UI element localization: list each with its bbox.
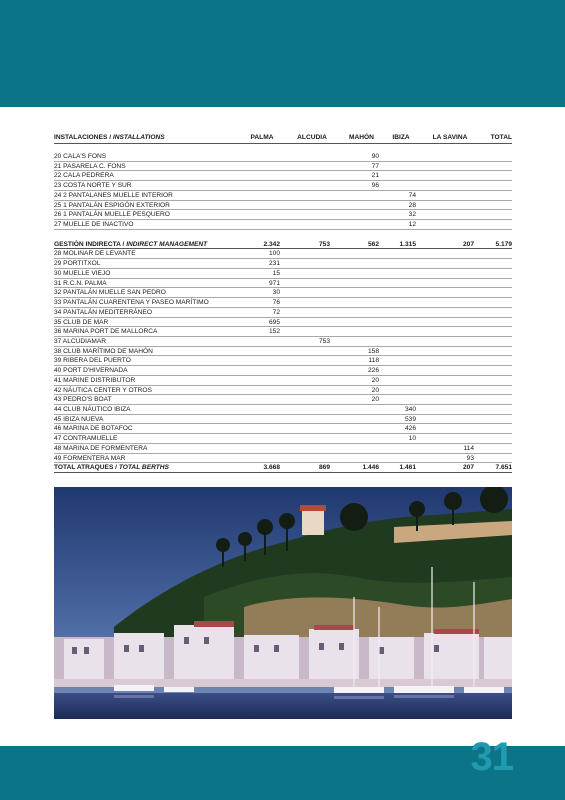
row-label: 41 MARINE DISTRIBUTOR — [54, 376, 136, 384]
cell-mahon: 21 — [371, 172, 379, 180]
cell-la-savina: 207 — [462, 464, 474, 472]
col-header-palma: PALMA — [250, 134, 274, 141]
table-row — [54, 424, 512, 434]
row-label: 29 PORTITXOL — [54, 260, 101, 268]
cell-mahon: 20 — [371, 396, 379, 404]
cell-mahon: 90 — [371, 153, 379, 160]
row-label: 48 MARINA DE FORMENTERA — [54, 444, 148, 452]
row-label: 27 MUELLE DE INACTIVO — [54, 221, 134, 229]
cell-mahon: 96 — [371, 182, 379, 190]
row-label: 46 MARINA DE BOTAFOC — [54, 425, 133, 433]
cell-ibiza: 74 — [408, 191, 416, 199]
total-row — [54, 463, 512, 473]
table-row — [54, 191, 512, 201]
cell-palma: 30 — [272, 289, 280, 297]
row-label: 49 FORMENTERA MAR — [54, 454, 126, 462]
table-row — [54, 162, 512, 172]
cell-ibiza: 10 — [408, 435, 416, 443]
table-row — [54, 405, 512, 415]
col-header-total: TOTAL — [490, 134, 512, 141]
cell-ibiza: 32 — [408, 211, 416, 219]
cell-palma: 971 — [268, 279, 280, 287]
table-row — [54, 288, 512, 298]
page-number: 31 — [470, 735, 513, 779]
cell-ibiza: 1.461 — [399, 464, 416, 472]
row-label: 31 R.C.N. PALMA — [54, 279, 107, 287]
row-label: 30 MUELLE VIEJO — [54, 269, 111, 277]
cell-la-savina: 114 — [463, 444, 474, 452]
row-label: 24 2 PANTALANES MUELLE INTERIOR — [54, 191, 173, 199]
cell-palma: 695 — [268, 318, 280, 326]
row-label: 28 MOLINAR DE LEVANTE — [54, 250, 136, 258]
table-row — [54, 152, 512, 162]
table-row — [54, 308, 512, 318]
row-label: 32 PANTALÁN MUELLE SAN PEDRO — [54, 289, 166, 297]
cell-palma: 152 — [268, 328, 280, 336]
row-label: 42 NÁUTICA CENTER Y OTROS — [54, 386, 152, 394]
row-label: 38 CLUB MARÍTIMO DE MAHÓN — [54, 347, 153, 355]
cell-palma: 2.342 — [263, 240, 280, 248]
cell-palma: 100 — [268, 250, 280, 258]
row-label: 44 CLUB NÁUTICO IBIZA — [54, 405, 131, 413]
table-row — [54, 201, 512, 211]
rows-group-b — [54, 249, 512, 463]
table-row — [54, 434, 512, 444]
col-header-ibiza: IBIZA — [392, 134, 410, 141]
table-row — [54, 415, 512, 425]
cell-mahon: 158 — [367, 347, 379, 355]
table-row — [54, 220, 512, 230]
row-label: 47 CONTRAMUELLE — [54, 435, 118, 443]
cell-la-savina: 207 — [462, 240, 474, 248]
table-row — [54, 210, 512, 220]
cell-palma: 3.668 — [263, 464, 280, 472]
cell-la-savina: 93 — [466, 454, 474, 462]
group-row-indirect-management — [54, 240, 512, 250]
table-row — [54, 395, 512, 405]
group-row-label: GESTIÓN INDIRECTA / INDIRECT MANAGEMENT — [54, 240, 208, 248]
table-row — [54, 376, 512, 386]
row-label: 21 PASARELA C. FONS — [54, 162, 126, 170]
spacer — [54, 144, 512, 152]
cell-mahon: 562 — [367, 240, 379, 248]
table-row — [54, 454, 512, 464]
col-header-alcudia: ALCUDIA — [297, 134, 327, 141]
berths-table — [54, 132, 512, 473]
table-row — [54, 181, 512, 191]
row-label: 39 RIBERA DEL PUERTO — [54, 357, 131, 365]
cell-palma: 72 — [272, 308, 280, 316]
row-label: 25 1 PANTALÁN ESPIGÓN EXTERIOR — [54, 201, 170, 209]
cell-mahon: 77 — [371, 162, 379, 170]
col-header-la-savina: LA SAVINA — [432, 134, 468, 141]
row-label: 22 CALA PEDRERA — [54, 172, 114, 180]
table-row — [54, 171, 512, 181]
header-title: INSTALACIONES / INSTALLATIONS — [54, 134, 165, 141]
table-row — [54, 298, 512, 308]
row-label: 26 1 PANTALÁN MUELLE PESQUERO — [54, 211, 170, 219]
cell-ibiza: 340 — [404, 405, 416, 413]
row-label: 37 ALCUDIAMAR — [54, 337, 107, 345]
table-row — [54, 386, 512, 396]
cell-mahon: 20 — [371, 386, 379, 394]
harbor-photo — [54, 487, 512, 719]
table-row — [54, 337, 512, 347]
cell-mahon: 118 — [368, 357, 379, 365]
top-color-band — [0, 0, 565, 107]
row-label: 33 PANTALÁN CUARENTENA Y PASEO MARÍTIMO — [54, 299, 209, 307]
cell-mahon: 226 — [367, 367, 379, 375]
cell-ibiza: 539 — [404, 415, 416, 423]
table-row — [54, 259, 512, 269]
total-row-label: TOTAL ATRAQUES / TOTAL BERTHS — [54, 464, 169, 472]
table-row — [54, 249, 512, 259]
cell-ibiza: 12 — [408, 221, 416, 229]
cell-ibiza: 1.315 — [399, 240, 416, 248]
row-label: 35 CLUB DE MAR — [54, 318, 109, 326]
table-row — [54, 366, 512, 376]
cell-palma: 15 — [272, 269, 280, 277]
cell-ibiza: 426 — [404, 425, 416, 433]
table-row — [54, 279, 512, 289]
cell-mahon: 1.446 — [362, 464, 379, 472]
table-row — [54, 356, 512, 366]
row-label: 34 PANTALÁN MEDITERRÁNEO — [54, 308, 152, 316]
table-row — [54, 347, 512, 357]
table-row — [54, 444, 512, 454]
cell-total: 7.651 — [495, 464, 512, 472]
table-header-row — [54, 132, 512, 144]
cell-ibiza: 28 — [408, 201, 416, 209]
spacer — [54, 230, 512, 240]
table-row — [54, 327, 512, 337]
rows-group-a — [54, 152, 512, 230]
cell-alcudia: 869 — [318, 464, 330, 472]
cell-alcudia: 753 — [318, 337, 330, 345]
cell-mahon: 20 — [371, 376, 379, 384]
cell-alcudia: 753 — [318, 240, 330, 248]
row-label: 23 COSTA NORTE Y SUR — [54, 182, 132, 190]
table-row — [54, 318, 512, 328]
row-label: 20 CALA'S FONS — [54, 153, 107, 160]
cell-palma: 231 — [268, 260, 280, 268]
row-label: 43 PEDRO'S BOAT — [54, 396, 112, 404]
row-label: 36 MARINA PORT DE MALLORCA — [54, 328, 158, 336]
cell-palma: 76 — [272, 299, 280, 307]
table-row — [54, 269, 512, 279]
cell-total: 5.179 — [495, 240, 512, 248]
row-label: 45 IBIZA NUEVA — [54, 415, 104, 423]
col-header-mahon: MAHÓN — [349, 134, 374, 141]
row-label: 40 PORT D'HIVERNADA — [54, 367, 128, 375]
